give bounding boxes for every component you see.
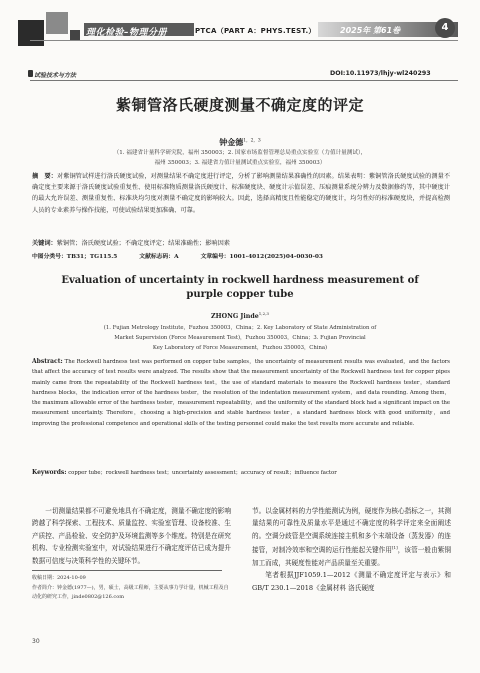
keywords-en bbox=[32, 468, 450, 478]
section-tag: 试验技术与方法 bbox=[34, 72, 77, 79]
abstract-en-label: Abstract: bbox=[32, 358, 63, 365]
issue-label: 2025年 第61卷 bbox=[340, 26, 401, 35]
abstract-zh bbox=[32, 171, 450, 216]
body-column-right bbox=[252, 505, 451, 594]
affiliation-en-line: Market Supervision (Force Measurement Test)，Fuzhou 350003，China；3. Fujian Provincial bbox=[114, 335, 366, 341]
issue-number-badge: 4 bbox=[435, 18, 455, 38]
article-number: 文章编号：1001-4012(2025)04-0030-03 bbox=[200, 254, 323, 260]
keywords-zh bbox=[32, 238, 450, 249]
affiliation-en-line: (1. Fujian Metrology Institute，Fuzhou 350003，China；2. Key Laboratory of State Administration of bbox=[103, 325, 377, 331]
abstract-zh-label: 摘 要： bbox=[32, 173, 57, 180]
author-zh-affil-ref: 1，2，3 bbox=[243, 138, 261, 144]
doi: DOI:10.11973/lhjy-wl240293 bbox=[330, 70, 431, 77]
citation-ref: [1] bbox=[392, 545, 398, 551]
section-rule bbox=[30, 80, 458, 81]
body-text: ，该管一般由紫铜加工而成，其硬度性能对产品质量至关重要。 bbox=[252, 546, 452, 567]
title-zh: 紫铜管洛氏硬度测量不确定度的评定 bbox=[115, 96, 364, 114]
document-code: 文献标志码：A bbox=[139, 254, 179, 260]
journal-name: 理化检验–物理分册 bbox=[86, 28, 168, 38]
classification-line bbox=[32, 251, 450, 260]
footnote-rule bbox=[32, 570, 222, 571]
title-en-line: Evaluation of uncertainty in rockwell hardness measurement of bbox=[61, 275, 419, 286]
body-text: 节。以金属材料的力学性能测试为例，硬度作为核心指标之一，其测量结果的可靠性及质量水平是通过不确定度的科学评定来全面阐述的。空调分歧管是空调系统连接主机和多个末端设备（蒸发器）的连接管，对制冷效率和空调的运行性能起关键作用 bbox=[252, 507, 451, 555]
keywords-zh-text: 紫铜管；洛氏硬度试验；不确定度评定；结果准确性；影响因素 bbox=[56, 240, 230, 247]
affiliation-en-line: Key Laboratory of Force Measurement，Fuzhou 350003，China) bbox=[152, 345, 328, 351]
affiliation-zh-line: （1. 福建省计量科学研究院，福州 350003；2. 国家市场监督管理总局重点实验室（力值计量测试）， bbox=[113, 150, 367, 156]
author-en-affil-ref: 1,2,3 bbox=[258, 311, 269, 316]
body-paragraph: 笔者根据JJF1059.1—2012《测量不确定度评定与表示》和GB/T 230.1—2018《金属材料 洛氏硬度 bbox=[252, 571, 451, 592]
author-zh bbox=[0, 137, 480, 148]
title-en bbox=[0, 274, 480, 302]
footnote-author-info: 作者简介：钟金德(1977—)，男，硕士，高级工程师，主要从事力学计量，机械工程及自动化的研究工作，jinde0802@126.com bbox=[32, 585, 229, 600]
abstract-en bbox=[32, 357, 450, 429]
author-en bbox=[0, 311, 480, 320]
author-zh-name: 钟金德 bbox=[219, 137, 244, 147]
keywords-en-label: Keywords: bbox=[32, 469, 67, 476]
section-marker-icon bbox=[28, 70, 33, 77]
footnote-received: 收稿日期：2024-10-09 bbox=[32, 575, 86, 581]
author-en-name: ZHONG Jinde bbox=[211, 313, 259, 321]
title-en-line: purple copper tube bbox=[186, 289, 294, 300]
clc-number: 中图分类号：TB31；TG115.5 bbox=[32, 254, 118, 260]
affiliation-zh-line: 福州 350003；3. 福建省力值计量测试重点实验室，福州 350003） bbox=[154, 160, 326, 166]
abstract-zh-text: 对紫铜管试样进行洛氏硬度试验，对测量结果不确定度进行评定，分析了影响测量结果准确性的因素。结果表明：紫铜管洛氏硬度试验的测量不确定度主要来源于洛氏硬度试验重复性、使用标准物质测量洛氏硬度计、标准硬度块、硬度计示值误差、压痕测量系统分辨力及数据修约等，其中硬度计的最大允许误差、测量重复性、标准块均匀度对测量不确定度的影响较大。因此，选择高精度且性能稳定的硬度计，均匀性好的标准硬度块，并提高检测人员的专业素养与操作技能，可使试验结果更加准确、可靠。 bbox=[32, 173, 451, 214]
body-paragraph: 一切测量结果都不可避免地具有不确定度，测量不确定度的影响跨越了科学探索、工程技术、质量监控、实验室管理、设备校准、生产质控、产品检验、安全防护及环境监测等多个维度。特别是在研究机构、专业检测实验室中，对试验结果进行不确定度评估已成为提升数据可信度与决策科学性的关键环节。 bbox=[32, 507, 231, 565]
body-column-left bbox=[32, 505, 231, 567]
page-number: 30 bbox=[32, 638, 40, 645]
body-paragraph bbox=[252, 505, 451, 569]
abstract-en-text: The Rockwell hardness test was performed on copper tube samples，the uncertainty of measurement results was evaluated，and the factors that affect the accuracy of test results were analyzed. The results show that the measurement uncertainty of the Rockwell hardness test for copper pipes mainly came from the repeatability of the Rockwell hardness test，the use of standard materials to measure the Rockwell hardness tester，standard hardness blocks，the indication error of the hardness tester，the resolution of the indentation measurement system，and data rounding. Among them，the maximum allowable error of the hardness tester，measurement repeatability，and the uniformity of the standard block had a significant impact on the measurement uncertainty. Therefore，choosing a high-precision and stable hardness tester，a standard hardness block with good uniformity，and improving the professional competence and operational skills of the testing personnel could make the test results more accurate and reliable. bbox=[32, 359, 451, 427]
header-rule bbox=[30, 40, 458, 41]
keywords-en-text: copper tube；rockwell hardness test；uncertainty assessment；accuracy of result；influence factor bbox=[68, 470, 337, 476]
keywords-zh-label: 关键词： bbox=[32, 240, 57, 247]
journal-abbrev: PTCA（PART A：PHYS.TEST.） bbox=[195, 27, 316, 35]
